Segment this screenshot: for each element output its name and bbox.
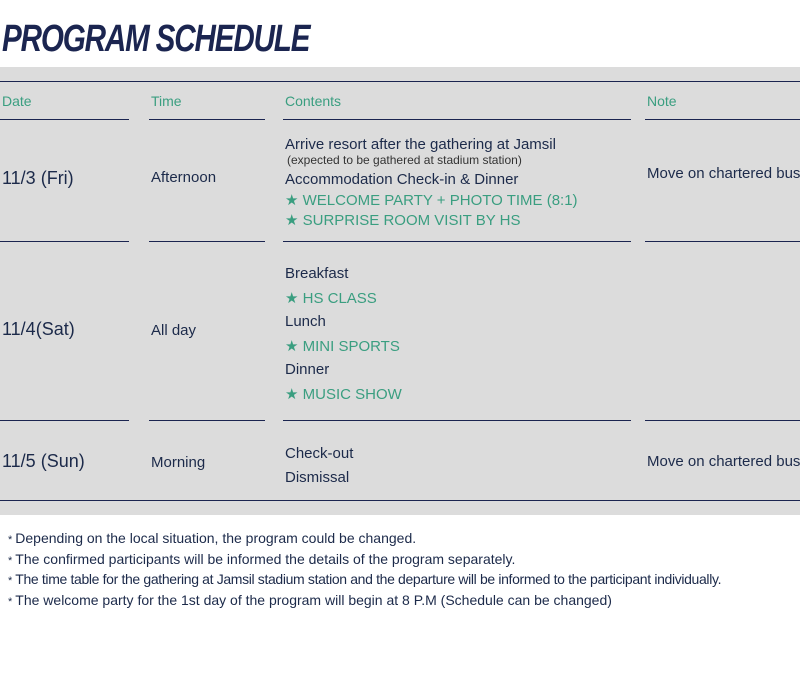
row2-rule-date [0,420,129,421]
footnote-item [8,529,721,550]
row2-rule-time [149,420,265,421]
row2-content-line2: ★ HS CLASS [285,290,377,307]
footnote-text: The confirmed participants will be informed the details of the program separately. [15,550,516,567]
footnote-bullet: * [8,595,13,608]
page-title: PROGRAM SCHEDULE [2,18,310,60]
row1-date: 11/3 (Fri) [2,168,74,188]
row2-rule-contents [283,420,631,421]
header-date: Date [2,93,32,109]
row1-rule-contents [283,241,631,242]
row2-content-line5: Dinner [285,361,330,378]
footnote-text: The time table for the gathering at Jamsil stadium station and the departure will be informed to the participant individually. [15,571,722,587]
footnote-bullet: * [8,554,13,567]
footnote-text: Depending on the local situation, the program could be changed. [15,530,417,546]
header-rule-note [645,119,800,120]
row1-rule-note [645,241,800,242]
header-rule-contents [283,119,631,120]
row2-content-line6: ★ MUSIC SHOW [285,386,402,403]
row1-content-line3: Accommodation Check-in & Dinner [285,171,519,188]
row2-date: 11/4(Sat) [2,319,75,339]
header-rule-date [0,119,129,120]
footnote-bullet: * [8,534,13,546]
row1-note: Move on chartered bus [647,165,800,182]
header-note: Note [647,93,677,109]
row3-content-line1: Check-out [285,445,354,462]
schedule-table [0,67,800,515]
header-time: Time [151,93,182,109]
row2-content-line4: ★ MINI SPORTS [285,338,400,355]
row3-date: 11/5 (Sun) [2,451,85,471]
row1-time: Afternoon [151,169,217,186]
row1-content-line5: ★ SURPRISE ROOM VISIT BY HS [285,212,521,229]
footnote-item [8,570,721,591]
row3-note: Move on chartered bus [647,453,800,470]
row1-content-line2: (expected to be gathered at stadium station) [287,153,522,167]
row1-rule-date [0,241,129,242]
footnotes [8,529,721,611]
row1-content-line4: ★ WELCOME PARTY + PHOTO TIME (8:1) [285,192,578,209]
header-rule-time [149,119,265,120]
footnote-item [8,591,721,612]
row3-content-line2: Dismissal [285,469,350,486]
row1-content-line1: Arrive resort after the gathering at Jamsil [285,136,556,153]
row1-rule-time [149,241,265,242]
row2-content-line1: Breakfast [285,265,349,282]
row2-rule-note [645,420,800,421]
table-top-rule [0,81,800,82]
row2-time: All day [151,322,197,339]
footnote-text: The welcome party for the 1st day of the program will begin at 8 P.M (Schedule can be changed) [15,591,612,608]
row2-content-line3: Lunch [285,313,326,330]
header-contents: Contents [285,93,342,109]
row3-time: Morning [151,454,206,471]
footnote-item [8,550,721,571]
table-bottom-rule [0,500,800,501]
footnote-bullet: * [8,575,13,587]
